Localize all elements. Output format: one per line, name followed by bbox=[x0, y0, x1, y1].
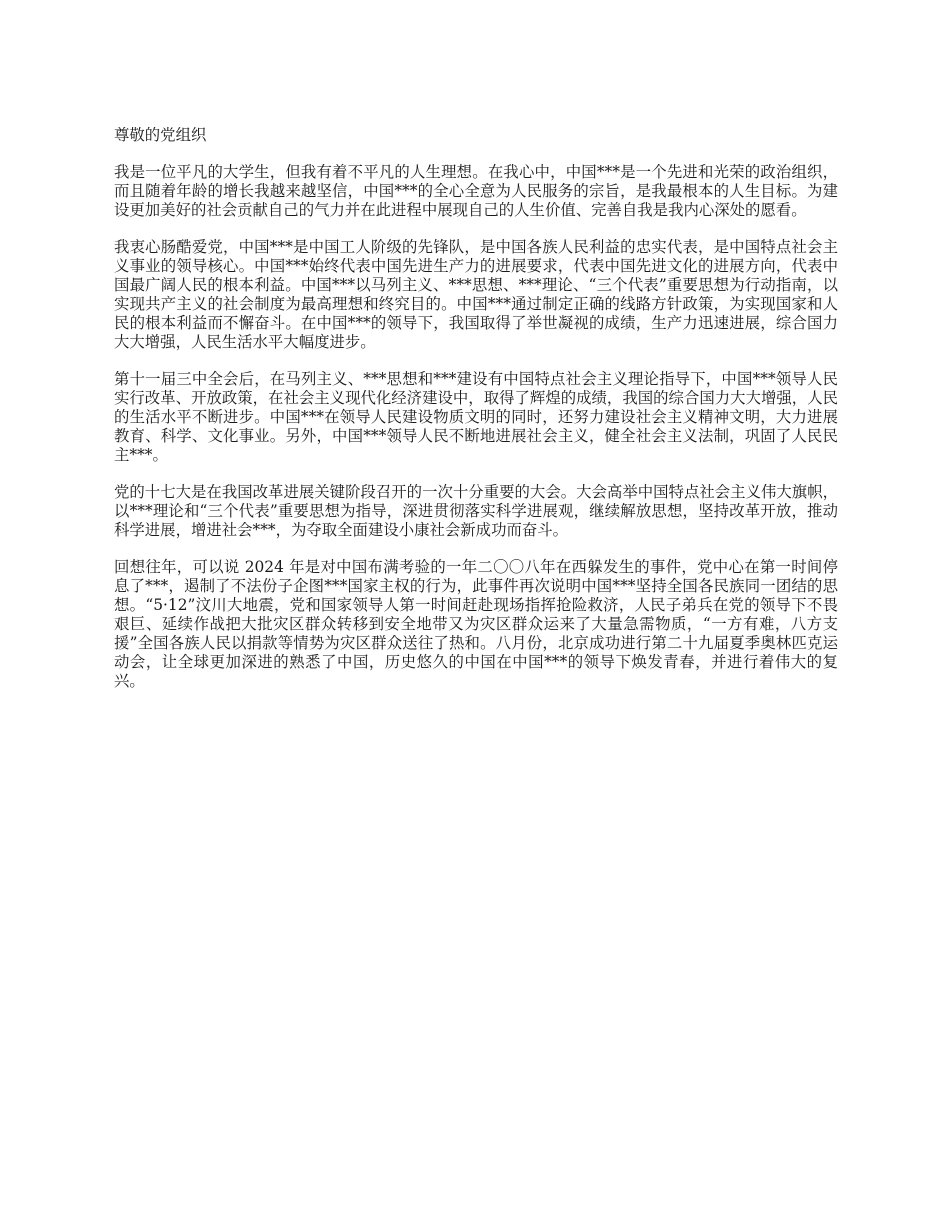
paragraph-3: 第十一届三中全会后，在马列主义、***思想和***建设有中国特点社会主义理论指导下，中国***领导人民实行改革、开放政策，在社会主义现代化经济建设中，取得了辉煌的成绩，我国的综合国力大大增强，人民的生活水平不断进步。中国***在领导人民建设物质文明的同时，还努力建设社会主义精神文明，大力进展教育、科学、文化事业。另外，中国***领导人民不断地进展社会主义，健全社会主义法制，巩固了人民民主***。 bbox=[114, 370, 838, 464]
paragraph-4: 党的十七大是在我国改革进展关键阶段召开的一次十分重要的大会。大会高举中国特点社会主义伟大旗帜，以***理论和“三个代表”重要思想为指导，深进贯彻落实科学进展观，继续解放思想，坚持改革开放，推动科学进展，增进社会***，为夺取全面建设小康社会新成功而奋斗。 bbox=[114, 483, 838, 539]
paragraph-5: 回想往年，可以说 2024 年是对中国布满考验的一年二〇〇八年在西躲发生的事件，党中心在第一时间停息了***，遏制了不法份子企图***国家主权的行为，此事件再次说明中国***坚持全国各民族同一团结的思想。“5·12”汶川大地震，党和国家领导人第一时间赶赴现场指挥抢险救济，人民子弟兵在党的领导下不畏艰巨、延续作战把大批灾区群众转移到安全地带又为灾区群众运来了大量急需物质，“一方有难，八方支援”全国各族人民以捐款等情势为灾区群众送往了热和。八月份，北京成功进行第二十九届夏季奥林匹克运动会，让全球更加深进的熟悉了中国，历史悠久的中国在中国***的领导下焕发青春，并进行着伟大的复兴。 bbox=[114, 558, 838, 690]
salutation: 尊敬的党组织 bbox=[114, 126, 207, 144]
paragraph-1: 我是一位平凡的大学生，但我有着不平凡的人生理想。在我心中，中国***是一个先进和光荣的政治组织，而且随着年龄的增长我越来越坚信，中国***的全心全意为人民服务的宗旨，是我最根本的人生目标。为建设更加美好的社会贡献自己的气力并在此进程中展现自己的人生价值、完善自我是我内心深处的愿看。 bbox=[114, 163, 838, 219]
document-body bbox=[114, 126, 838, 709]
paragraph-2: 我衷心肠酷爱党，中国***是中国工人阶级的先锋队，是中国各族人民利益的忠实代表，是中国特点社会主义事业的领导核心。中国***始终代表中国先进生产力的进展要求，代表中国先进文化的进展方向，代表中国最广阔人民的根本利益。中国***以马列主义、***思想、***理论、“三个代表”重要思想为行动指南，以实现共产主义的社会制度为最高理想和终究目的。中国***通过制定正确的线路方针政策，为实现国家和人民的根本利益而不懈奋斗。在中国***的领导下，我国取得了举世凝视的成绩，生产力迅速进展，综合国力大大增强，人民生活水平大幅度进步。 bbox=[114, 238, 838, 351]
